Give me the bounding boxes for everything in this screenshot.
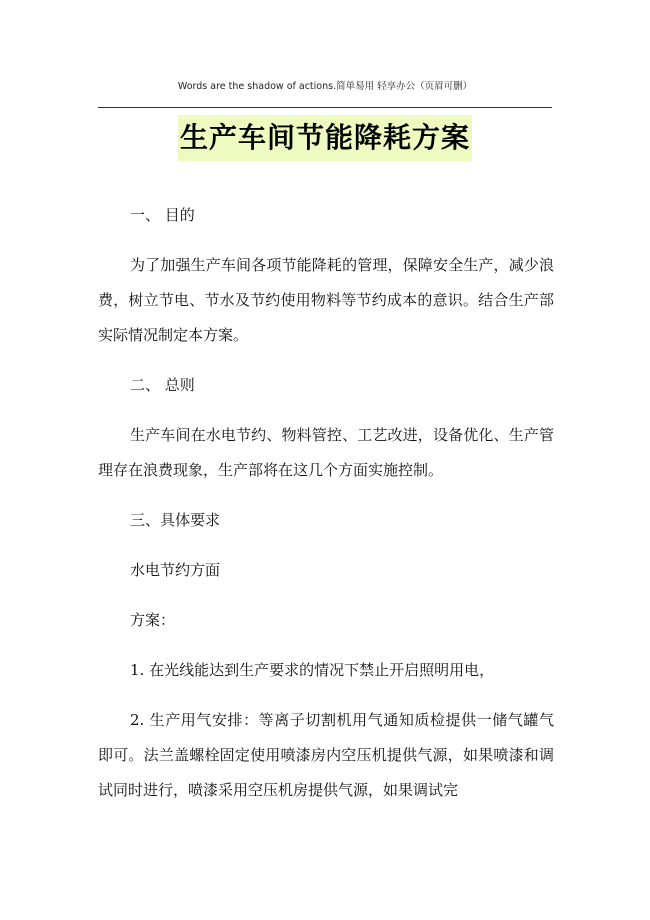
document-title (0, 115, 650, 161)
section2-paragraph: 生产车间在水电节约、物料管控、工艺改进，设备优化、生产管理存在浪费现象，生产部将在这几个方面实施控制。 (98, 426, 554, 479)
subsection-heading: 水电节约方面 (130, 561, 221, 579)
header-divider (98, 107, 552, 108)
list-item: 2. 生产用气安排：等离子切割机用气通知质检提供一储气罐气即可。法兰盖螺栓固定使用喷漆房内空压机提供气源，如果喷漆和调试同时进行，喷漆采用空压机房提供气源，如果调试完 (98, 711, 554, 799)
section1-heading: 一、 目的 (130, 206, 195, 224)
section2-heading: 二、 总则 (130, 376, 195, 394)
document-body (98, 198, 554, 808)
document-title-text: 生产车间节能降耗方案 (178, 115, 472, 161)
list-item: 1. 在光线能达到生产要求的情况下禁止开启照明用电， (130, 661, 495, 679)
page-header-text: Words are the shadow of actions.简单易用 轻享办公（页眉可删） (177, 81, 473, 92)
plan-label: 方案： (130, 611, 176, 629)
section1-paragraph: 为了加强生产车间各项节能降耗的管理，保障安全生产，减少浪费，树立节电、节水及节约使用物料等节约成本的意识。结合生产部实际情况制定本方案。 (98, 256, 554, 344)
section3-heading: 三、具体要求 (130, 511, 221, 529)
